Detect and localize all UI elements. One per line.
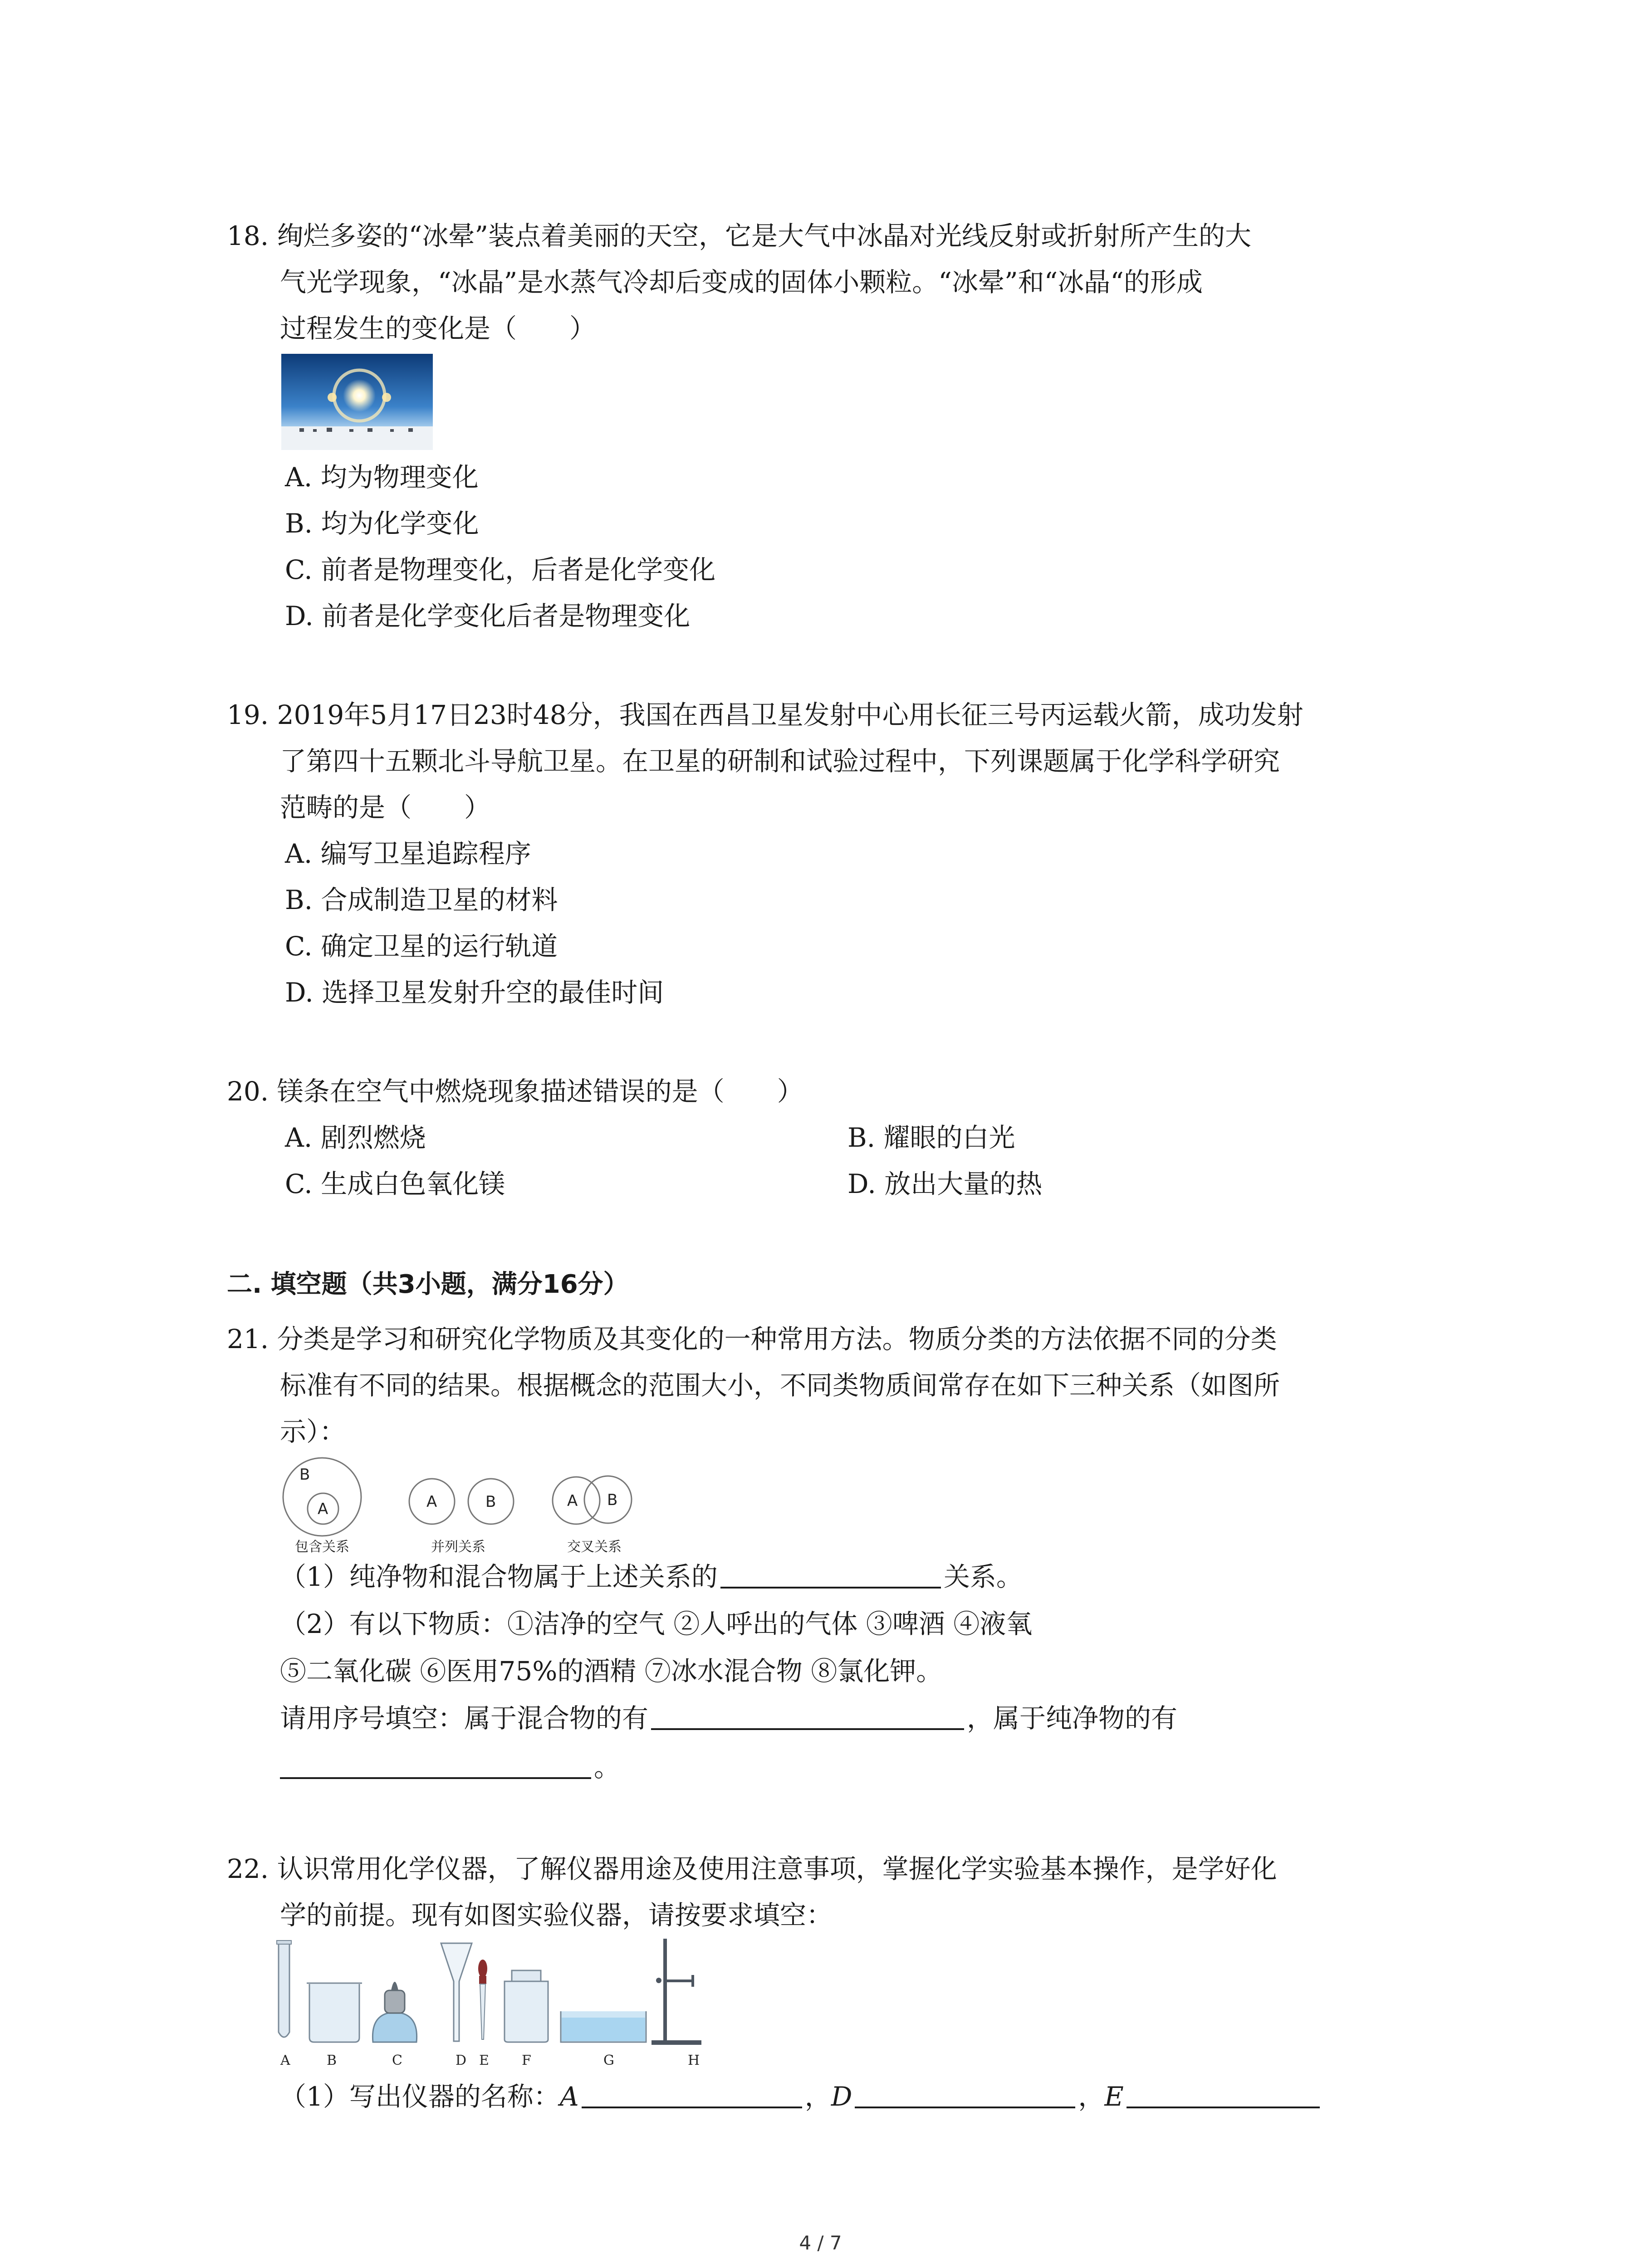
q22-line-1: 22. 认识常用化学仪器，了解仪器用途及使用注意事项，掌握化学实验基本操作，是学好化 xyxy=(227,1853,1277,1884)
q20-option-b: B. 耀眼的白光 xyxy=(847,1122,1015,1153)
parallel-relation xyxy=(409,1479,514,1555)
q22-part-1-prompt: （1）写出仪器的名称： xyxy=(280,2081,560,2112)
apparatus-label-f: F xyxy=(522,2053,531,2068)
q21-line-end: 。 xyxy=(594,1752,621,1783)
q21-part-1-prompt: （1）纯净物和混合物属于上述关系的 xyxy=(280,1561,718,1592)
q21-part-2-line-4 xyxy=(280,1749,620,1785)
q20-line-1: 20. 镁条在空气中燃烧现象描述错误的是（ ） xyxy=(227,1076,803,1107)
comma-separator: ， xyxy=(804,2081,831,2112)
q21-line-1: 21. 分类是学习和研究化学物质及其变化的一种常用方法。物质分类的方法依据不同的分类 xyxy=(227,1324,1277,1354)
q18-option-a: A. 均为物理变化 xyxy=(285,462,479,493)
set-relation-diagram xyxy=(272,1452,662,1556)
q19-line-3: 范畴的是（ ） xyxy=(280,792,491,823)
q20-option-d: D. 放出大量的热 xyxy=(847,1168,1043,1199)
q21-part-2-line-3 xyxy=(280,1700,1177,1736)
q21-line-2: 标准有不同的结果。根据概念的范围大小，不同类物质间常存在如下三种关系（如图所 xyxy=(280,1370,1280,1401)
lab-apparatus-figure xyxy=(272,1937,735,2068)
q21-part-2-line-2: ⑤二氧化碳 ⑥医用75%的酒精 ⑦冰水混合物 ⑧氯化钾。 xyxy=(280,1656,943,1686)
dropper-icon xyxy=(478,1960,487,2039)
relation-label-intersection: 交叉关系 xyxy=(567,1539,622,1555)
q19-option-a: A. 编写卫星追踪程序 xyxy=(285,838,531,869)
test-tube-icon xyxy=(277,1941,291,2037)
iron-stand-icon xyxy=(652,1939,701,2045)
relation-label-parallel: 并列关系 xyxy=(431,1539,485,1555)
apparatus-label-b: B xyxy=(327,2053,337,2068)
answer-blank-mixtures[interactable] xyxy=(651,1703,964,1730)
inclusion-relation xyxy=(283,1458,361,1555)
q19-line-1: 19. 2019年5月17日23时48分，我国在西昌卫星发射中心用长征三号丙运载火箭，成功发射 xyxy=(227,699,1303,730)
apparatus-d-letter: D xyxy=(831,2081,852,2112)
q21-mixture-prompt: 请用序号填空：属于混合物的有 xyxy=(280,1703,649,1734)
q22-part-1 xyxy=(280,2078,1323,2115)
comma-separator: ， xyxy=(1078,2081,1105,2112)
apparatus-label-a: A xyxy=(280,2053,290,2068)
apparatus-a-letter: A xyxy=(559,2081,579,2112)
q21-part-2-line-1: （2）有以下物质：①洁净的空气 ②人呼出的气体 ③啤酒 ④液氧 xyxy=(280,1608,1033,1639)
circle-label-a: A xyxy=(426,1493,437,1511)
q21-pure-prompt: ，属于纯净物的有 xyxy=(967,1703,1178,1734)
funnel-icon xyxy=(441,1943,472,2041)
beaker-icon xyxy=(307,1983,362,2042)
apparatus-label-g: G xyxy=(603,2053,614,2068)
circle-label-a: A xyxy=(318,1500,328,1518)
page-number: 4 / 7 xyxy=(799,2232,842,2254)
ice-halo-photo xyxy=(281,354,433,450)
q21-part-1 xyxy=(280,1559,1023,1595)
q21-line-3: 示）： xyxy=(280,1416,346,1447)
relation-label-inclusion: 包含关系 xyxy=(295,1539,349,1555)
apparatus-label-c: C xyxy=(392,2053,402,2068)
reagent-bottle-icon xyxy=(505,1970,548,2042)
q18-line-3: 过程发生的变化是（ ） xyxy=(280,313,596,344)
q19-option-c: C. 确定卫星的运行轨道 xyxy=(285,931,558,962)
q19-line-2: 了第四十五颗北斗导航卫星。在卫星的研制和试验过程中，下列课题属于化学科学研究 xyxy=(280,746,1280,777)
q18-option-c: C. 前者是物理变化，后者是化学变化 xyxy=(285,554,716,585)
q18-line-1: 18. 绚烂多姿的“冰晕”装点着美丽的天空，它是大气中冰晶对光线反射或折射所产生的大 xyxy=(227,220,1251,251)
circle-label-b: B xyxy=(299,1466,310,1484)
q18-option-b: B. 均为化学变化 xyxy=(285,508,479,539)
q18-line-2: 气光学现象，“冰晶”是水蒸气冷却后变成的固体小颗粒。“冰晕”和“冰晶“的形成 xyxy=(280,267,1203,298)
answer-blank-pure-substances[interactable] xyxy=(280,1752,591,1779)
apparatus-label-e: E xyxy=(479,2053,489,2068)
water-trough-icon xyxy=(561,2011,646,2042)
answer-blank-apparatus-d[interactable] xyxy=(855,2081,1075,2108)
circle-label-a: A xyxy=(567,1492,578,1510)
circle-label-b: B xyxy=(607,1491,618,1509)
answer-blank-apparatus-e[interactable] xyxy=(1127,2081,1320,2108)
q19-option-b: B. 合成制造卫星的材料 xyxy=(285,885,558,915)
q20-option-c: C. 生成白色氧化镁 xyxy=(285,1168,505,1199)
alcohol-lamp-icon xyxy=(372,1982,416,2042)
intersection-relation xyxy=(553,1476,632,1555)
apparatus-e-letter: E xyxy=(1104,2081,1124,2112)
section-title: 二. 填空题（共3小题，满分16分） xyxy=(227,1270,629,1299)
answer-blank-relation[interactable] xyxy=(720,1561,941,1589)
q20-option-a: A. 剧烈燃烧 xyxy=(285,1122,426,1153)
q22-line-2: 学的前提。现有如图实验仪器，请按要求填空： xyxy=(280,1900,833,1931)
q18-option-d: D. 前者是化学变化后者是物理变化 xyxy=(285,601,691,631)
apparatus-label-h: H xyxy=(688,2053,700,2068)
q21-part-1-suffix: 关系。 xyxy=(943,1561,1023,1592)
circle-label-b: B xyxy=(485,1493,496,1511)
answer-blank-apparatus-a[interactable] xyxy=(582,2081,802,2108)
apparatus-label-d: D xyxy=(456,2053,467,2068)
q19-option-d: D. 选择卫星发射升空的最佳时间 xyxy=(285,977,664,1008)
